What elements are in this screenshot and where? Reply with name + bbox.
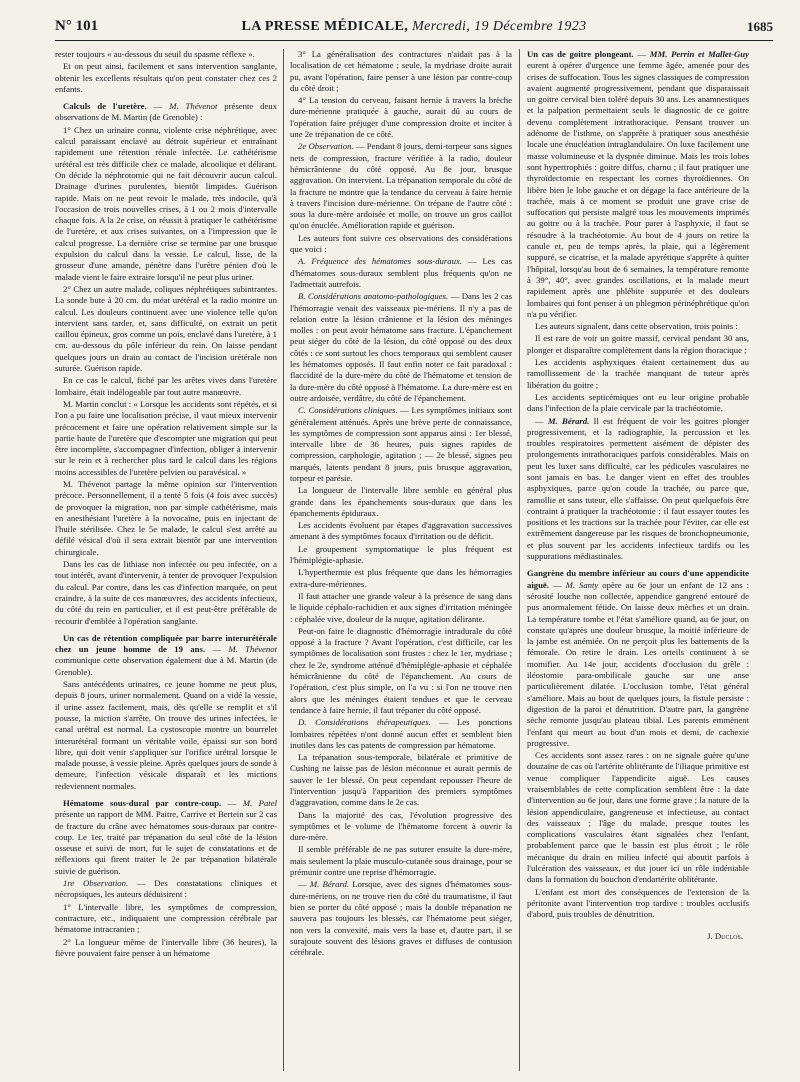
- subsection-label: C. Considérations cliniques.: [298, 405, 398, 416]
- author-name: M. Santy: [565, 579, 599, 590]
- paragraph-text: — Dans les 2 cas l'hémorragie venait des vaisseaux pie-mériens. Il n'y a pas de relation entre la lésion crânienne et la lésion des méninges molles : on peut avoir hématome sans fracture. L'épanchement peut siéger du côté de la lésion, du côté opposé ou des deux côtés : ce sont surtout les chocs temporaux qui semblent causer les hématomes opposés. Il faut enfin noter ce fait paradoxal : flaccidité de la dure-mère du côté de l'hématome et tension de la dure-mère du côté opposé à l'hématome. La dure-mère est en outre ardoisée, verdâtre, du côté de l'épanchement.: [290, 291, 512, 403]
- paragraph: [290, 141, 512, 231]
- column-1: [55, 49, 277, 1069]
- paragraph: En ce cas le calcul, fiché par les arêtes vives dans l'uretère lombaire, était indélogeable par tout autre manœuvre.: [55, 375, 277, 397]
- journal-name: LA PRESSE MÉDICALE,: [241, 19, 409, 34]
- section-paragraph: Calculs de l'uretère. — M. Thévenot présente deux observations de M. Martin (de Grenoble) :: [55, 101, 277, 123]
- column-divider: [283, 49, 284, 1071]
- column-divider: [519, 49, 520, 1071]
- paragraph: Les accidents évoluent par étapes d'aggravation successives amenant à des symptômes focaux d'irritation ou de déficit.: [290, 520, 512, 542]
- paragraph-text: Lorsque, avec des signes d'hématomes sous-dure-mériens, on ne trouve rien du côté du traumatisme, il faut bien se porter du côté opposé ; mais la double trépanation ne sauvera pas toujours les blessés, car l'hématome peut siéger, non vers la convexité, mais vers la base et, d'autre part, il se surajoute souvent des lésions graves et diffuses de contusion cérébrale.: [290, 879, 512, 958]
- paragraph: M. Martin conclut : « Lorsque les accidents sont répétés, et si l'on a pu faire une localisation précise, il vaut mieux intervenir précocement et faire une opération relativement simple sur la partie haute de l'uretère que d'escompter une migration qui peut être incomplète, s'accompagner d'infection, obliger à intervenir sur le rein et à rechercher plus tard le calcul dans les régions moins accessibles de l'uretère pelvien ou paravésical. »: [55, 398, 277, 477]
- paragraph: 1° Chez un urinaire connu, violente crise néphrétique, avec calcul paraissant enclavé au détroit supérieur et entraînant rapidement une rétention rénale infectée. Le cathétérisme urétéral est très difficile chez ce malade, alcoolique et délirant. On décide la néphrotomie qui ne fait découvrir aucun calcul. Drainage d'urines purulentes, bientôt limpides. Guérison rapide. Mais on ne peut revoir le malade, très indocile, qu'à l'occasion de trois nouvelles crises, à 1 ou 2 mois d'intervalle chaque fois. A la 2e crise, on réussit à pratiquer le cathétérisme de l'uretère, et aux crises suivantes, on a l'impression que le calcul progresse. La dernière crise se termine par une brusque expulsion du calcul dans la vessie. Le calcul, lisse, de la grosseur d'une amande, pénètre dans l'urètre pénien d'où le malade vient le faire extraire lorsqu'il ne peut plus uriner.: [55, 124, 277, 282]
- section-paragraph: Un cas de goitre plongeant. — MM. Perrin et Mallet-Guy eurent à opérer d'urgence une femme âgée, amenée pour des crises de suffocation. Tous les signes classiques de compression avaient augmenté progressivement, pendant que disparaissait un goitre cervical bien toléré depuis 30 ans. Les anamnestiques et la palpation permettaient seuls le diagnostic de ce goitre devenu complètement intrathoracique. Pensant trouver un adénome de l'isthme, on s'apprête à pratiquer sous anesthésie locale une énucléation intraglandulaire. On luxe facilement une masse volumineuse et la dyspnée diminue. Mais les trois lobes sont hypertrophiés : goitre diffus, charnu ; il faut pratiquer une thyroïdectomie en respectant les cornes thyroïdiennes. On libère bien le lobe gauche et on dégage la face antérieure de la trachée, mais à ce moment se produit une grave crise de suffocation qui persiste malgré tous les mouvements imprimés au goitre ou à la trachée. Pour parer à l'asphyxie, il faut se résoudre à la trachéotomie. Au bout de 4 jours on retire la canule et, peu de temps après, la plaie, qui a légèrement suppuré, se cicatrise, et la malade apyrétique s'apprête à quitter l'hôpital, lorsqu'au bout de 6 semaines, la température remonte à 39°, 40°, avec grandes oscillations, et la malade meurt rapidement après une phlébite suppurée et des douleurs lombaires qui font penser à un phlegmon périnéphrétique qu'on n'a pu vérifier.: [527, 49, 749, 319]
- paragraph: [55, 878, 277, 901]
- paragraph: Peut-on faire le diagnostic d'hémorragie intradurale du côté opposé à la fracture ? Avant l'opération, c'est difficile, car les symptômes de localisation sont frustes : chez le 1er, mydriase ; chez le 2e, syndrome atténué d'hémiplégie-aphasie et céphalée hémicrânienne du côté de l'épanchement. Au cours de l'opération, c'est plus simple, on l'a vu : si l'on ne trouve rien alors que les méninges étaient tendues et que le cerveau tendance à faire hernie, il faut trépaner du côté opposé.: [290, 625, 512, 715]
- observation-label: 2e Observation.: [298, 141, 354, 152]
- paragraph: Les accidents septicémiques ont eu leur origine probable dans l'infection de la plaie cervicale par la trachéotomie.: [527, 391, 749, 414]
- paragraph: 2° La longueur même de l'intervalle libre (36 heures), la fièvre pouvaient faire penser à un hématome: [55, 936, 277, 958]
- paragraph: — M. Bérard. Il est fréquent de voir les goitres plonger progressivement, et la radiographie, la percussion et les troubles respiratoires permettent aisément de dépister des prolongements intrathoraciques parfois considérables. Mais on peut les luxer sans difficulté, car les pédicules vasculaires ne sont jamais en bas. Le danger vient en effet des troubles asphyxiques, parce qu'on coude la trachée, ou parce que, ramollie et sans tuteur, elle s'affaisse. On peut quelquefois être contraint à pratiquer la trachéotomie : il faut essayer toutes les positions et les tractions sur la trachée pour l'éviter, car elle est extrêmement dangereuse par les risques de bronchopneumonie, et plus souvent par les accidents infectieux tardifs ou les suppurations médiastinales.: [527, 415, 749, 562]
- author-name: M. Bérard.: [309, 879, 350, 890]
- paragraph: rester toujours « au-dessous du seuil du spasme réflexe ».: [55, 49, 255, 59]
- paragraph: Il faut attacher une grande valeur à la présence de sang dans le liquide céphalo-rachidien et aux signes d'irritation méningée : céphalée vive, douleur de la nuque, agitation délirante.: [290, 590, 512, 624]
- paragraph: Les auteurs font suivre ces observations des considérations que voici :: [290, 232, 512, 255]
- section-heading: Un cas de goitre plongeant.: [527, 49, 634, 59]
- paragraph: 3° La généralisation des contractures n'aidait pas à la localisation de cet hématome ; seule, la mydriase droite aurait pu, avant l'opération, faire penser à une lésion par contre-coup du côté droit ;: [290, 49, 512, 93]
- paragraph: La longueur de l'intervalle libre semble en général plus grande dans les épanchements sous-duraux que dans les épanchements épiduraux.: [290, 485, 512, 518]
- column-2: [290, 49, 512, 1069]
- masthead: [55, 18, 773, 41]
- paragraph-text: — Les ponctions lombaires répétées n'ont donné aucun effet et semblent bien inutiles dans les cas patents de compression par hématome.: [290, 717, 512, 750]
- paragraph: L'hyperthermie est plus fréquente que dans les hémorragies extra-dure-mériennes.: [290, 567, 512, 589]
- paragraph: 1° L'intervalle libre, les symptômes de compression, contracture, etc., indiquaient une compression cérébrale par hématome intracranien ;: [55, 901, 277, 935]
- section-heading: Gangrène du membre inférieur au cours d'une appendicite aiguë.: [527, 568, 749, 590]
- author-name: M. Bérard.: [547, 415, 590, 426]
- section-heading: Un cas de rétention compliquée par barre interurétérale chez un jeune homme de 19 ans.: [55, 632, 277, 655]
- paragraph: [290, 256, 512, 290]
- paragraph: Les auteurs signalent, dans cette observation, trois points :: [535, 321, 738, 332]
- paragraph: Ces accidents sont assez rares : on ne signale guère qu'une douzaine de cas où l'artérite oblitérante de l'iliaque primitive est venue compliquer l'appendicite aiguë. Les causes vraisemblables de cette complication semblent être : la date d'intervention au 6e jour, dans une forme grave ; la nature de la lésion appendiculaire, gangreneuse et infectieuse, au contact des vaisseaux ; l'âge du malade, presque toutes les complications vasculaires étant signalées chez l'enfant, probablement parce que le bassin est plus étroit ; le rôle mécanique du drain en milieu infecté qui aboutit parfois à l'ulcération des vaisseaux, et dut jouer ici un rôle indéniable dans la formation du bouchon d'endartérite oblitérante.: [527, 750, 749, 885]
- subsection-label: D. Considérations thérapeutiques.: [298, 717, 431, 728]
- author-name: M. Patel: [242, 798, 277, 808]
- paragraph-text: — Les cas d'hématomes sous-duraux semblent plus fréquents qu'on ne l'admettait autrefois.: [290, 256, 512, 289]
- signature: J. Duclos.: [707, 930, 743, 941]
- column-3: [527, 49, 749, 1069]
- paragraph: Sans antécédents urinaires, ce jeune homme ne peut plus, depuis 8 jours, uriner normalement. Quand on a vidé la vessie, il urine assez facilement, mais, dès qu'elle se remplit et s'il pousse, la miction s'arrête. On trouve des urines infectées, le canal urétral est normal. La cystoscopie montre un bourrelet interurétéral formant un véritable voile, épaissi sur son bord libre, qui doit venir s'appliquer sur l'orifice urétral lorsque le malade pousse, à vessie pleine. Après quelques jours de sonde à demeure, l'infection vésicale disparaît et les mictions redeviennent normales.: [55, 679, 277, 791]
- issue-date: Mercredi, 19 Décembre 1923: [412, 19, 587, 34]
- paragraph: Les accidents asphyxiques étaient certainement dus au ramollissement de la trachée manquant de tuteur après libération du goitre ;: [527, 357, 749, 390]
- section-paragraph: Un cas de rétention compliquée par barre interurétérale chez un jeune homme de 19 ans. — M. Thévenot communique cette observation également due à M. Martin (de Grenoble).: [55, 632, 277, 677]
- issue-number: N° 101: [55, 18, 99, 34]
- paragraph: Et on peut ainsi, facilement et sans intervention sanglante, obtenir les excellents résultats qu'on peut constater chez ces 2 enfants.: [55, 61, 277, 94]
- paragraph: [290, 717, 512, 751]
- paragraph: Il semble préférable de ne pas suturer ensuite la dure-mère, mais seulement la plaie musculo-cutanée sous drainage, pour se prémunir contre une reprise d'hémorragie.: [290, 844, 512, 878]
- paragraph: Le groupement symptomatique le plus fréquent est l'hémiplégie-aphasie.: [290, 543, 512, 566]
- paragraph-text: présente un rapport de MM. Paitre, Carrive et Bertein sur 2 cas de fracture du crâne avec hématomes sous-duraux par contre-coup. Le 1er, traité par trépanation du seul côté de la lésion osseuse et suivi de mort, fut le sujet de constatations et de réflexions qui firent traiter le 2e par trépanation bilatérale suivie de guérison.: [55, 809, 277, 876]
- paragraph-text: — Pendant 8 jours, demi-torpeur sans signes nets de compression, fracture vérifiée à la radio, douleur hémicrânienne du côté opposé. Au 8e jour, brusque aggravation. On intervient. La trépanation temporale du côté de la fracture ne montre que la tendance du cerveau à faire hernie à travers l'incision dure-mérienne. On trépane de l'autre côté : sous la dure-mère ardoisée et molle, on trouve un gros caillot qu'on énuclée. Amélioration rapide et guérison.: [290, 141, 512, 231]
- paragraph: La trépanation sous-temporale, bilatérale et primitive de Cushing ne laisse pas de lésion méconnue et aurait permis de sauver le 1er blessé. On peut cependant repousser l'heure de l'intervention jusqu'à l'apparition des premiers symptômes d'aggravation, comme dans le 2e cas.: [290, 752, 512, 808]
- paragraph-text: communique cette observation également due à M. Martin (de Grenoble).: [55, 655, 277, 677]
- paragraph-text: — Les symptômes initiaux sont généralement atténués. Après une brève perte de connaissance, les symptômes de compression sont apparus ainsi : 1er blessé, intervalle libre de 36 heures, puis signes rapides de compression, carphologie, agitation ; — 2e blessé, signes peu marqués, latents pendant 8 jours, puis brusque aggravation, torpeur et parésie.: [290, 405, 512, 483]
- paragraph: L'enfant est mort des conséquences de l'extension de la péritonite avant l'intervention trop tardive : troubles occlusifs d'abord, puis troubles de dénutrition.: [527, 886, 749, 920]
- subsection-label: A. Fréquence des hématomes sous-duraux.: [298, 256, 462, 267]
- paragraph-text: présente deux observations de M. Martin (de Grenoble) :: [55, 101, 277, 123]
- paragraph: 4° La tension du cerveau, faisant hernie à travers la brèche dure-mérienne pratiquée à gauche, aurait dû au cours de l'opération faire préjuger d'une compression droite et inciter à une 2e trépanation de ce côté.: [290, 95, 512, 140]
- paragraph: — M. Bérard. Lorsque, avec des signes d'hématomes sous-dure-mériens, on ne trouve rien du côté du traumatisme, il faut bien se porter du côté opposé ; mais la double trépanation ne sauvera pas toujours les blessés, car l'hématome peut siéger, non vers la convexité, mais vers la base et, d'autre part, il se surajoute souvent des lésions graves et diffuses de contusion cérébrale.: [290, 879, 512, 958]
- paragraph: Dans les cas de lithiase non infectée ou peu infectée, on a tout intérêt, avant d'intervenir, à tenter de provoquer l'expulsion du calcul. Par contre, dans les cas d'infection marquée, on peut craindre, à la suite de ces manœuvres, des accidents infectieux, du côté du rein en particulier, et il est peut-être préférable de recourir d'emblée à l'opération sanglante.: [55, 559, 277, 626]
- observation-label: 1re Observation.: [63, 878, 129, 889]
- paragraph: M. Thévenot partage la même opinion sur l'intervention précoce. Personnellement, il a tenté 5 fois (4 fois avec succès) de provoquer la migration, non par simple cathétérisme, mais en anesthésiant l'uretère à la novocaïne, puis en injectant de l'huile stérilisée. Chez le 5e malade, le calcul s'est arrêté au défilé vésical d'où il sera extrait bientôt par une intervention chirurgicale.: [55, 478, 277, 557]
- paragraph: Il est rare de voir un goitre massif, cervical pendant 30 ans, plonger et disparaître complètement dans la région thoracique ;: [527, 333, 749, 355]
- paragraph: [290, 291, 512, 404]
- paragraph: Dans la majorité des cas, l'évolution progressive des symptômes et le volume de l'hématome forcent à ouvrir la dure-mère.: [290, 809, 512, 843]
- section-heading: Calculs de l'uretère.: [63, 101, 147, 112]
- paragraph: 2° Chez un autre malade, coliques néphrétiques subintrantes. La sonde bute à 20 cm. du méat urétéral et la radio montre un calcul. Les douleurs continuent avec une violence telle qu'on intervient sans tarder, et, sans difficulté, on extrait un petit caillou épineux, gros comme un pois, enclavé dans l'uretère, à 1 cm. au-dessous du pôle inférieur du rein. On laisse pendant quelques jours un drain au contact de l'incision urétérale non suturée. Guérison rapide.: [55, 283, 277, 374]
- author-name: MM. Perrin et Mallet-Guy: [649, 49, 749, 59]
- section-heading: Hématome sous-dural par contre-coup.: [63, 798, 222, 808]
- author-name: M. Thévenot: [169, 101, 218, 112]
- section-paragraph: Hématome sous-dural par contre-coup. — M. Patel présente un rapport de MM. Paitre, Carrive et Bertein sur 2 cas de fracture du crâne avec hématomes sous-duraux par contre-coup. Le 1er, traité par trépanation du seul côté de la lésion osseuse et suivi de mort, fut le sujet de constatations et de réflexions qui firent traiter le 2e par trépanation bilatérale suivie de guérison.: [55, 798, 277, 876]
- page-number: 1685: [747, 19, 773, 34]
- paragraph-text: Il est fréquent de voir les goitres plonger progressivement, et la radiographie, la percussion et les troubles respiratoires permettent aisément de dépister des prolongements intrathoraciques parfois considérables. Mais on peut les luxer sans difficulté, car les pédicules vasculaires ne sont jamais en bas. Le danger vient en effet des troubles asphyxiques, parce qu'on coude la trachée, ou parce que, ramollie et sans tuteur, elle s'affaisse. On peut quelquefois être contraint à pratiquer la trachéotomie : il faut essayer toutes les positions et les tractions sur la trachée pour l'éviter, car elle est extrêmement dangereuse par les risques de bronchopneumonie, et plus souvent par les accidents infectieux tardifs ou les suppurations médiastinales.: [527, 415, 749, 562]
- paragraph: [290, 405, 512, 484]
- author-name: M. Thévenot: [228, 644, 277, 655]
- subsection-label: B. Considérations anatomo-pathologiques.: [298, 291, 449, 302]
- paragraph-text: eurent à opérer d'urgence une femme âgée, amenée pour des crises de suffocation. Tous les signes classiques de compression avaient augmenté progressivement, pendant que disparaissait un goitre cervical bien toléré depuis 30 ans. Les anamnestiques et la palpation permettaient seuls le diagnostic de ce goitre devenu complètement intrathoracique. Pensant trouver un adénome de l'isthme, on s'apprête à pratiquer sous anesthésie locale une énucléation intraglandulaire. On luxe facilement une masse volumineuse et la dyspnée diminue. Mais les trois lobes sont hypertrophiés : goitre diffus, charnu ; il faut pratiquer une thyroïdectomie en respectant les cornes thyroïdiennes. On libère bien le lobe gauche et on dégage la face antérieure de la trachée, mais à ce moment se produit une grave crise de suffocation qui persiste malgré tous les mouvements imprimés au goitre ou à la trachée. Pour parer à l'asphyxie, il faut se résoudre à la trachéotomie. Au bout de 4 jours on retire la canule et, peu de temps après, la plaie, qui a légèrement suppuré, se cicatrise, et la malade apyrétique s'apprête à quitter l'hôpital, lorsqu'au bout de 6 semaines, la température remonte à 39°, 40°, avec grandes oscillations, et la malade meurt rapidement après une phlébite suppurée et des douleurs lombaires qui font penser à un phlegmon périnéphrétique qu'on n'a pu vérifier.: [527, 60, 749, 319]
- masthead-title: [55, 19, 773, 35]
- paragraph-text: opère au 6e jour un enfant de 12 ans : sérosité louche non collectée, appendice gangrené entouré de pus anormalement fétide. On laisse deux mèches et un drain. La température tombe et l'état s'améliore quand, au 6e jour, on constate qu'après une douleur brusque, la moitié inférieure de la jambe est anémiée. On ne perçoit plus les battements de la fémorale. On retire le drain. Les orteils continuent à se momifier. Au 14e jour, accidents d'occlusion du grêle : iléostomie para-ombilicale gauche sur une anse particulièrement dilatée. L'occlusion tombe, l'état général s'améliore. Mais au bout de quelques jours, la fistule persiste : digestion de la paroi et dénutrition. D'autre part, la gangrène sèche remonte jusqu'au plateau tibial. Les parents emmènent l'enfant qui meurt au bout d'un mois et demi, de cachexie progressive.: [527, 579, 749, 748]
- paragraph-text: — Des constatations cliniques et nécropsiques, les auteurs déduisirent :: [55, 878, 277, 900]
- section-paragraph: Gangrène du membre inférieur au cours d'une appendicite aiguë. — M. Santy opère au 6e jour un enfant de 12 ans : sérosité louche non collectée, appendice gangrené entouré de pus anormalement fétide. On laisse deux mèches et un drain. La température tombe et l'état s'améliore quand, au 6e jour, on constate qu'après une douleur brusque, la moitié inférieure de la jambe est anémiée. On ne perçoit plus les battements de la fémorale. On retire le drain. Les orteils continuent à se momifier. Au 14e jour, accidents d'occlusion du grêle : iléostomie para-ombilicale gauche sur une anse particulièrement dilatée. L'occlusion tombe, l'état général s'améliore. Mais au bout de quelques jours, la fistule persiste : digestion de la paroi et dénutrition. D'autre part, la gangrène sèche remonte jusqu'au plateau tibial. Les parents emmènent l'enfant qui meurt au bout d'un mois et demi, de cachexie progressive.: [527, 568, 749, 748]
